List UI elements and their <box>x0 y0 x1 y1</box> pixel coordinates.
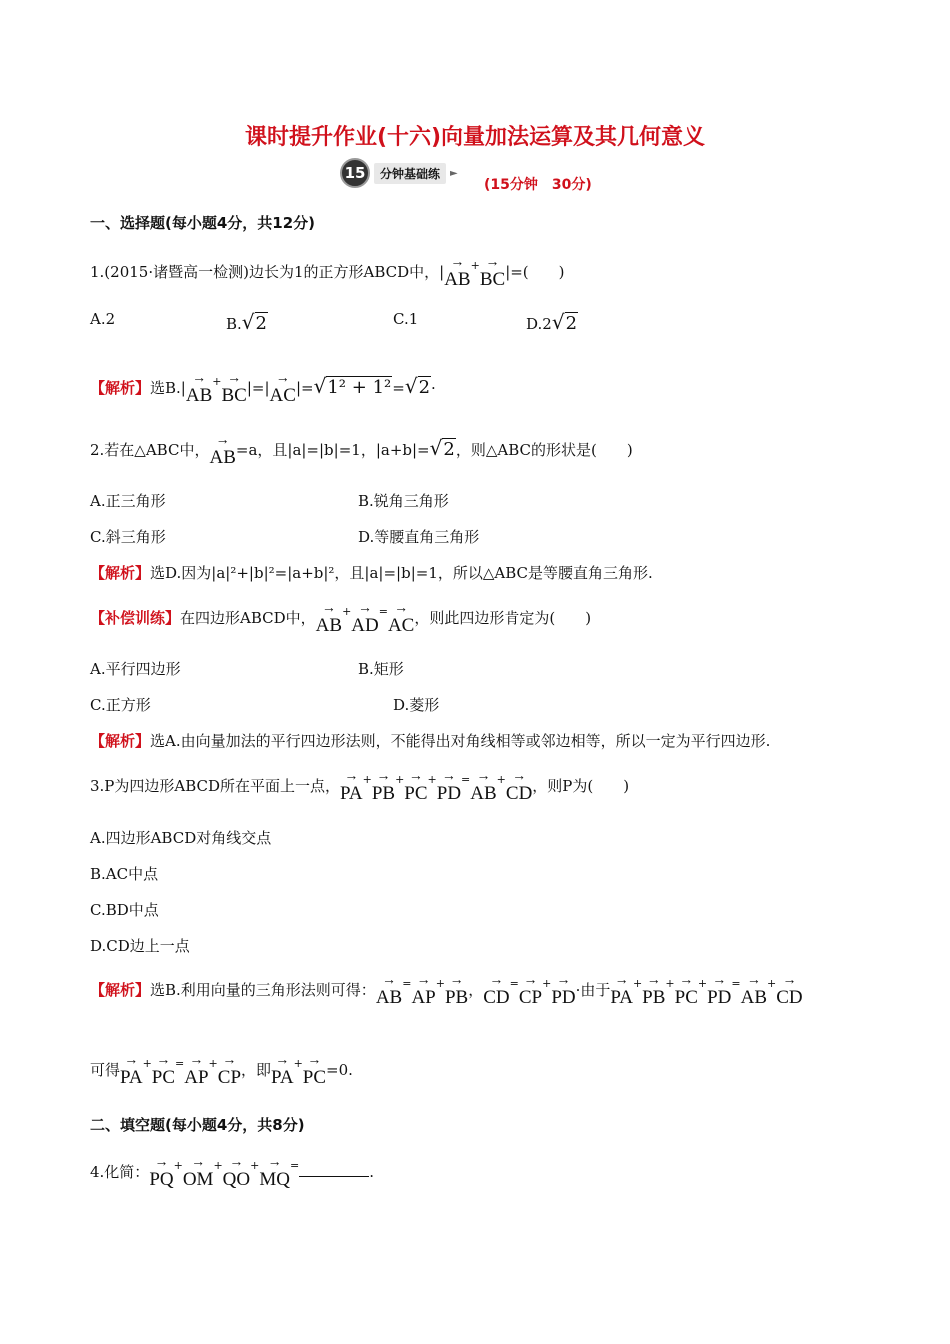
q4-stem: 4.化简： <box>90 1163 150 1181</box>
equals-sign: = <box>731 977 741 990</box>
q2-option-b: B.锐角三角形 <box>358 492 449 510</box>
vector-pa: → PA <box>340 772 363 803</box>
vector-ab: → AB <box>186 374 212 405</box>
vector-pa: → PA <box>271 1056 294 1087</box>
plus-sign: + <box>697 977 708 990</box>
vector-pb: → PB <box>445 976 468 1007</box>
supplementary-question <box>90 604 591 635</box>
equals-sign: = <box>175 1057 185 1070</box>
q3-option-d: D.CD边上一点 <box>90 937 190 955</box>
answer-blank[interactable] <box>299 1176 369 1177</box>
vector-ab: → AB <box>444 258 470 289</box>
q2-answer <box>90 562 653 583</box>
vector-ap: → AP <box>184 1056 208 1087</box>
sqrt-sign: √ <box>313 374 327 398</box>
radicand-sum <box>326 376 392 398</box>
q2-stem-a: 2.若在△ABC中， <box>90 441 210 459</box>
q3-answer-line1 <box>90 976 803 1007</box>
radicand: 2 <box>443 439 455 460</box>
analysis-tag: 【解析】 <box>90 732 151 750</box>
vector-pd: → PD <box>707 976 731 1007</box>
vector-pb: → PB <box>372 772 395 803</box>
vector-pa: → PA <box>610 976 633 1007</box>
vector-cd: → CD <box>776 976 802 1007</box>
vector-ab: → AB <box>376 976 402 1007</box>
q1-stem-end: |=( ) <box>505 263 565 281</box>
section-heading-fill: 二、填空题(每小题4分，共8分) <box>90 1116 305 1134</box>
q1-ans-b: |=| <box>246 379 270 397</box>
q2-stem-c: ，则△ABC的形状是( ) <box>455 441 633 459</box>
vector-pc: → PC <box>675 976 698 1007</box>
vector-ab: → AB <box>741 976 767 1007</box>
one-squared: 1² <box>327 377 346 398</box>
vector-cd: → CD <box>506 772 532 803</box>
plus-sign: + <box>342 605 352 618</box>
period: . <box>369 1163 374 1181</box>
vector-pc: → PC <box>303 1056 326 1087</box>
supp-option-a: A.平行四边形 <box>90 660 181 678</box>
vector-om: → OM <box>183 1158 214 1189</box>
vector-pc: → PC <box>404 772 427 803</box>
supp-option-c: C.正方形 <box>90 696 151 714</box>
vector-ap: → AP <box>411 976 435 1007</box>
q2-ans-text: 选D.因为|a|²+|b|²=|a+b|²，且|a|=|b|=1，所以△ABC是等腰直角三角形. <box>150 564 653 582</box>
q1-ans-d: = <box>392 379 405 397</box>
plus-sign: + <box>665 977 675 990</box>
section-heading-choice: 一、选择题(每小题4分，共12分) <box>90 214 316 232</box>
supp-stem-a: 在四边形ABCD中， <box>180 609 316 627</box>
plus-sign: + <box>632 977 643 990</box>
plus-sign: + <box>435 977 445 990</box>
equals-sign: = <box>509 977 519 990</box>
vector-bc: → BC <box>480 258 505 289</box>
one-squared: 1² <box>372 377 392 398</box>
timer-label: 分钟基础练 <box>374 163 446 184</box>
plus-sign: + <box>767 977 777 990</box>
equals-sign: = <box>378 605 388 618</box>
plus-sign: + <box>293 1057 303 1070</box>
page-title: 课时提升作业(十六)向量加法运算及其几何意义 <box>244 125 706 150</box>
equals-sign: = <box>461 773 471 786</box>
q3-answer-line2 <box>90 1056 353 1087</box>
sqrt-sign: √ <box>241 310 255 334</box>
plus-sign: + <box>213 1159 223 1172</box>
q1-stem: 1.(2015·诸暨高一检测)边长为1的正方形ABCD中，| <box>90 263 445 281</box>
timer-badge <box>340 158 458 188</box>
plus-sign: + <box>351 377 367 398</box>
plus-sign: + <box>395 773 405 786</box>
vector-pd: → PD <box>551 976 575 1007</box>
sqrt-sign: √ <box>404 374 418 398</box>
radicand: 2 <box>565 313 578 334</box>
plus-sign: + <box>208 1057 218 1070</box>
analysis-tag: 【解析】 <box>90 564 151 582</box>
supp-stem-b: ，则此四边形肯定为( ) <box>414 609 592 627</box>
radicand: 2 <box>255 313 267 334</box>
supp-answer <box>90 730 770 751</box>
q1-option-d <box>526 310 578 334</box>
supp-option-d: D.菱形 <box>393 696 440 714</box>
chevron-right-icon: ► <box>450 167 458 179</box>
q1-option-a: A.2 <box>90 310 116 328</box>
q2-stem-b: =a，且|a|=|b|=1，|a+b|= <box>235 441 430 459</box>
vector-cd: → CD <box>483 976 509 1007</box>
analysis-tag: 【解析】 <box>90 379 151 397</box>
vector-pd: → PD <box>437 772 461 803</box>
analysis-tag: 【解析】 <box>90 981 151 999</box>
sqrt-sign: √ <box>551 310 565 334</box>
vector-pb: → PB <box>642 976 665 1007</box>
vector-pc: → PC <box>152 1056 175 1087</box>
question-3 <box>90 772 629 803</box>
vector-ab: → AB <box>209 436 235 467</box>
q1-ans-c: |= <box>295 379 314 397</box>
vector-cp: → CP <box>519 976 542 1007</box>
plus-sign: + <box>173 1159 183 1172</box>
sqrt-sign: √ <box>429 436 443 460</box>
radicand: 2 <box>418 377 431 398</box>
plus-sign: + <box>212 375 222 388</box>
supplementary-tag: 【补偿训练】 <box>90 609 181 627</box>
question-1 <box>90 258 565 289</box>
q3-option-b: B.AC中点 <box>90 865 159 883</box>
vector-bc: → BC <box>222 374 247 405</box>
plus-sign: + <box>362 773 372 786</box>
vector-pq: → PQ <box>149 1158 173 1189</box>
option-label: B. <box>226 315 242 333</box>
question-2 <box>90 436 633 467</box>
q3-ans-d: ，即 <box>241 1061 272 1079</box>
vector-ac: → AC <box>388 604 414 635</box>
plus-sign: + <box>542 977 552 990</box>
q3-option-a: A.四边形ABCD对角线交点 <box>90 829 272 847</box>
vector-ac: → AC <box>270 374 296 405</box>
comma: ， <box>468 981 484 999</box>
q1-ans-a: 选B.| <box>150 379 186 397</box>
vector-pa: → PA <box>120 1056 143 1087</box>
period: · <box>431 379 436 397</box>
q3-ans-a: 选B.利用向量的三角形法则可得： <box>150 981 376 999</box>
q1-answer <box>90 374 436 405</box>
equals-sign: = <box>289 1159 300 1172</box>
q1-option-c: C.1 <box>393 310 419 328</box>
option-label: D.2 <box>526 315 552 333</box>
supp-ans-text: 选A.由向量加法的平行四边形法则，不能得出对角线相等或邻边相等，所以一定为平行四边形. <box>150 732 771 750</box>
plus-sign: + <box>470 259 480 272</box>
plus-sign: + <box>496 773 506 786</box>
q2-option-c: C.斜三角形 <box>90 528 166 546</box>
q2-option-a: A.正三角形 <box>90 492 166 510</box>
vector-ad: → AD <box>351 604 378 635</box>
supp-option-b: B.矩形 <box>358 660 404 678</box>
vector-mq: → MQ <box>259 1158 290 1189</box>
q3-option-c: C.BD中点 <box>90 901 159 919</box>
time-score: (15分钟 30分) <box>484 177 592 193</box>
vector-qo: → QO <box>223 1158 250 1189</box>
vector-cp: → CP <box>218 1056 241 1087</box>
period: · <box>575 981 581 999</box>
plus-sign: + <box>142 1057 152 1070</box>
q3-stem-b: ，则P为( ) <box>532 777 630 795</box>
q3-ans-b: 由于 <box>580 981 611 999</box>
plus-sign: + <box>427 773 437 786</box>
q3-stem-a: 3.P为四边形ABCD所在平面上一点， <box>90 777 341 795</box>
timer-number: 15 <box>340 158 370 188</box>
q3-ans-c: 可得 <box>90 1061 121 1079</box>
q3-ans-e: =0. <box>326 1061 353 1079</box>
equals-sign: = <box>402 977 412 990</box>
question-4 <box>90 1158 374 1189</box>
plus-sign: + <box>250 1159 260 1172</box>
vector-ab: → AB <box>316 604 342 635</box>
q2-option-d: D.等腰直角三角形 <box>358 528 480 546</box>
q1-option-b <box>226 310 268 334</box>
vector-ab: → AB <box>470 772 496 803</box>
